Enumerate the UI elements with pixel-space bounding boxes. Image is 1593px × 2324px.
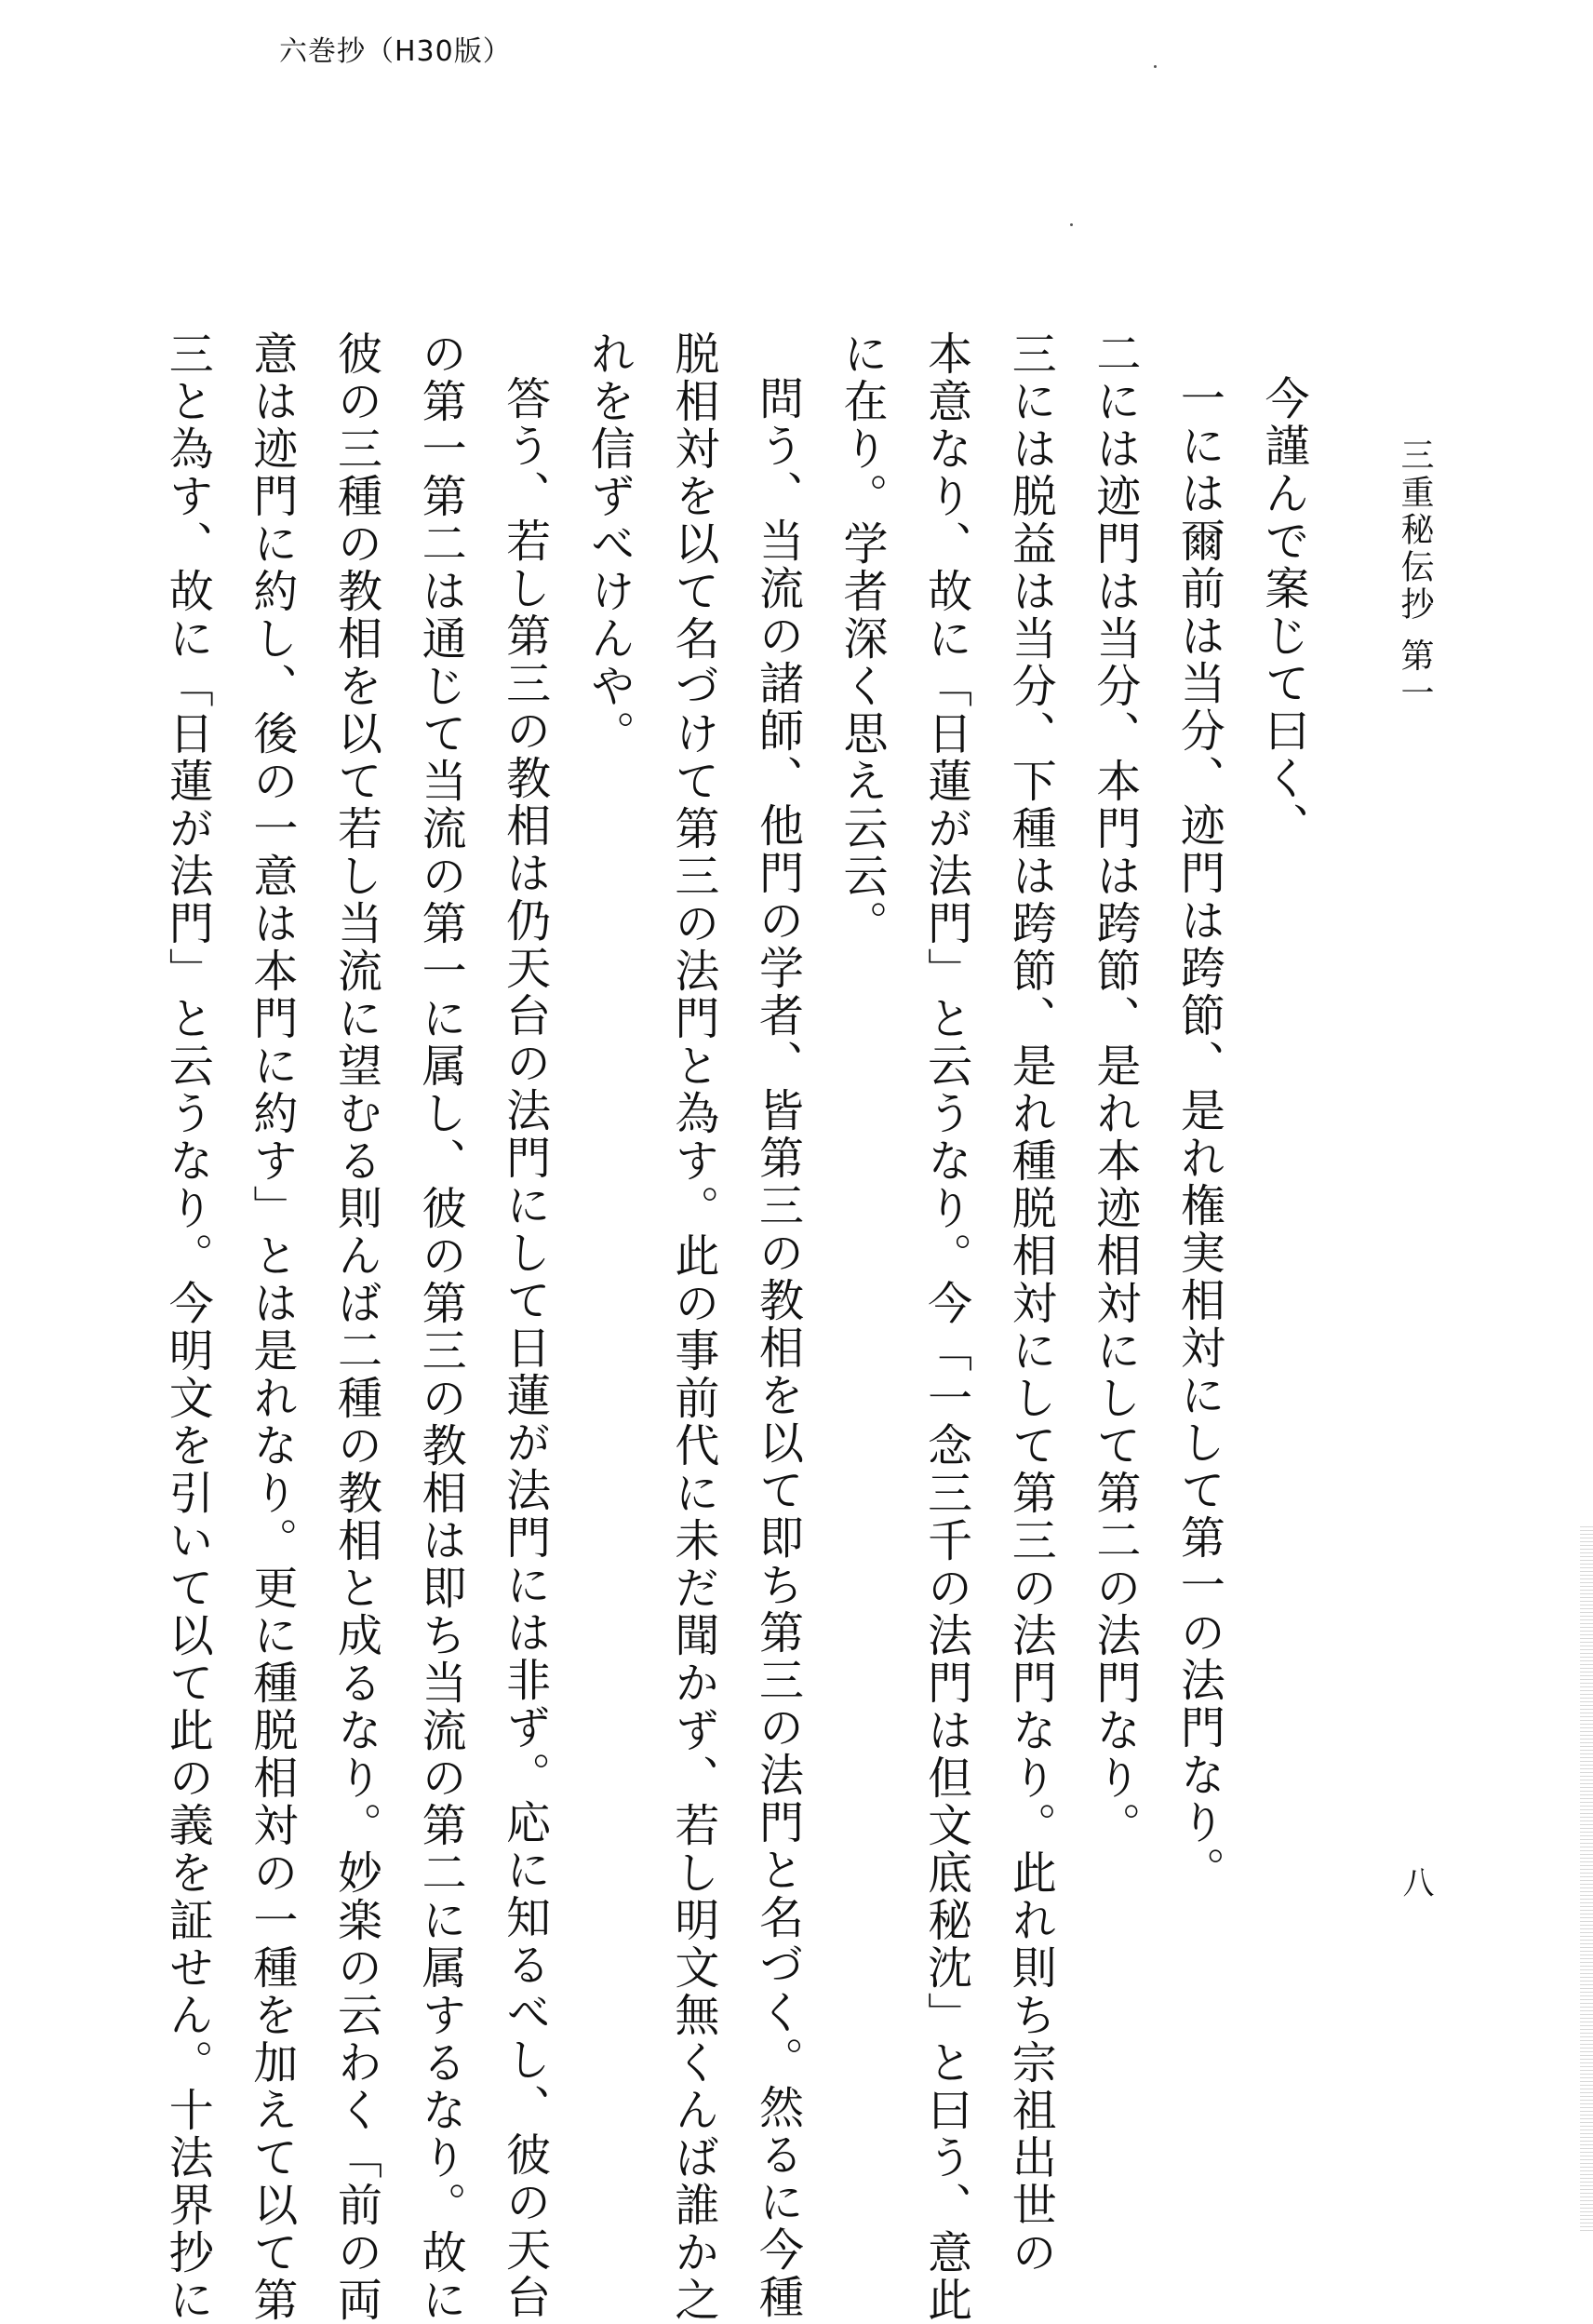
text-column: 一には爾前は当分、迹門は跨節、是れ権実相対にして第一の法門なり。 [1172,375,1225,1894]
text-column: 問う、当流の諸師、他門の学者、皆第三の教相を以て即ち第三の法門と名づく。然るに今種 [751,375,804,2321]
text-column: 三には脱益は当分、下種は跨節、是れ種脱相対にして第三の法門なり。此れ則ち宗祖出世の [1004,330,1057,2277]
text-column: れを信ずべけんや。 [582,330,636,758]
page-number: 八 [1397,1866,1434,1898]
text-column: 今謹んで案じて曰く、 [1257,375,1309,850]
text-column: 彼の三種の教相を以て若し当流に望むる則んば二種の教相と成るなり。妙楽の云わく「前の両 [329,330,382,2324]
text-column: 三と為す、故に「日蓮が法門」と云うなり。今明文を引いて以て此の義を証せん。十法界抄に [161,330,214,2324]
text-column: 本意なり、故に「日蓮が法門」と云うなり。今「一念三千の法門は但文底秘沈」と曰う、意此 [919,330,972,2324]
text-column: の第一第二は通じて当流の第一に属し、彼の第三の教相は即ち当流の第二に属するなり。故に [414,330,467,2324]
scan-speck [1070,223,1073,226]
running-head: 三重秘伝抄 第一 [1396,437,1434,713]
text-column: 二には迹門は当分、本門は跨節、是れ本迹相対にして第二の法門なり。 [1088,330,1141,1849]
text-column: 意は迹門に約し、後の一意は本門に約す」とは是れなり。更に種脱相対の一種を加えて以て第 [245,330,298,2324]
scan-edge-marks [1580,1526,1593,2234]
text-column: 答う、若し第三の教相は仍天台の法門にして日蓮が法門には非ず。応に知るべし、彼の天台 [498,375,551,2321]
text-column: に在り。学者深く思え云云。 [836,330,889,947]
book-title: 六巻抄（H30版） [279,35,512,68]
scan-speck [1154,65,1157,68]
text-column: 脱相対を以て名づけて第三の法門と為す。此の事前代に未だ聞かず、若し明文無くんば誰か之 [666,330,719,2324]
body-text [145,330,1325,2324]
